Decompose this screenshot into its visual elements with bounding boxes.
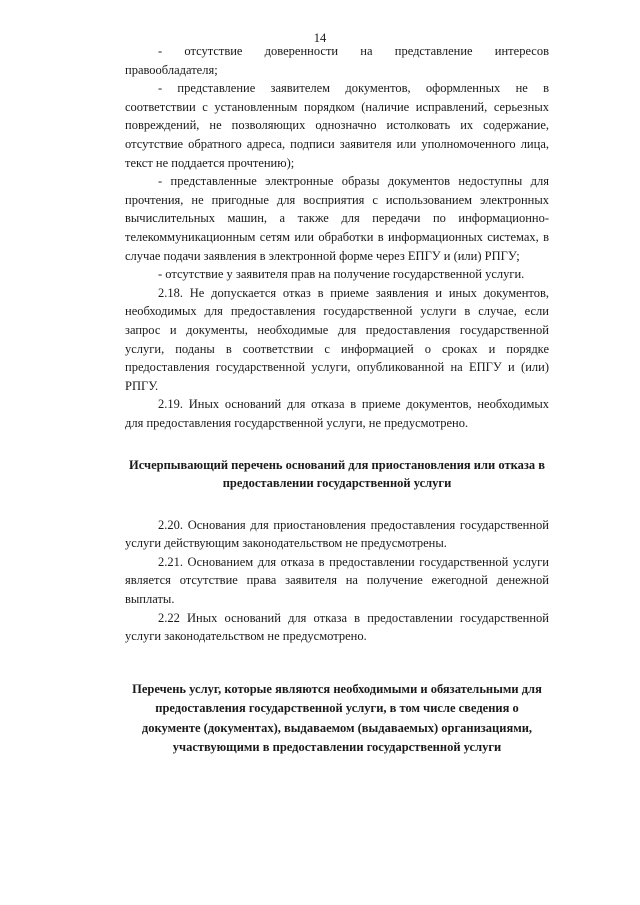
paragraph-2-20: 2.20. Основания для приостановления предоставления государственной услуги действующим законодательством не предусмотрены. xyxy=(125,517,549,551)
paragraph-2-21: 2.21. Основанием для отказа в предоставлении государственной услуги является отсутствие права заявителя на получение ежегодной денежной выплаты. xyxy=(125,554,549,607)
document-body xyxy=(125,42,549,758)
section-heading-suspension-refusal: Исчерпывающий перечень оснований для приостановления или отказа в предоставлении государственной услуги xyxy=(129,458,545,491)
paragraph-2-18: 2.18. Не допускается отказ в приеме заявления и иных документов, необходимых для предоставления государственной услуги в случае, если запрос и документы, необходимые для предоставления государственной услуги, поданы в соответствии с информацией о сроках и порядке предоставления государственной услуги, опубликованной на ЕПГУ и (или) РПГУ. xyxy=(125,285,549,393)
paragraph-2-22: 2.22 Иных оснований для отказа в предоставлении государственной услуги законодательством не предусмотрено. xyxy=(125,610,549,644)
paragraph-improper-documents: - представление заявителем документов, оформленных не в соответствии с установленным порядком (наличие исправлений, серьезных повреждений, не позволяющих однозначно истолковать их содержание, отсутствие обратного адреса, подписи заявителя или уполномоченного лица, текст не поддается прочтению); xyxy=(125,81,549,170)
paragraph-2-19: 2.19. Иных оснований для отказа в приеме документов, необходимых для предоставления государственной услуги, не предусмотрено. xyxy=(125,397,549,430)
paragraph-no-rights: - отсутствие у заявителя прав на получение государственной услуги. xyxy=(158,267,525,282)
paragraph-no-power-of-attorney: - отсутствие доверенности на представление интересов правообладателя; xyxy=(125,44,549,77)
paragraph-unreadable-electronic-images: - представленные электронные образы документов недоступны для прочтения, не пригодные для восприятия с использованием электронных вычислительных машин, а также для передачи по информационно-телекоммуникационным сетям или обработки в информационных системах, в случае подачи заявления в электронной форме через ЕПГУ и (или) РПГУ; xyxy=(125,174,549,263)
section-heading-required-services: Перечень услуг, которые являются необходимыми и обязательными для предоставления государственной услуги, в том числе сведения о документе (документах), выдаваемом (выдаваемых) организациями, участвующими в предоставлении государственной услуги xyxy=(132,681,542,755)
page-number: 14 xyxy=(313,31,327,45)
